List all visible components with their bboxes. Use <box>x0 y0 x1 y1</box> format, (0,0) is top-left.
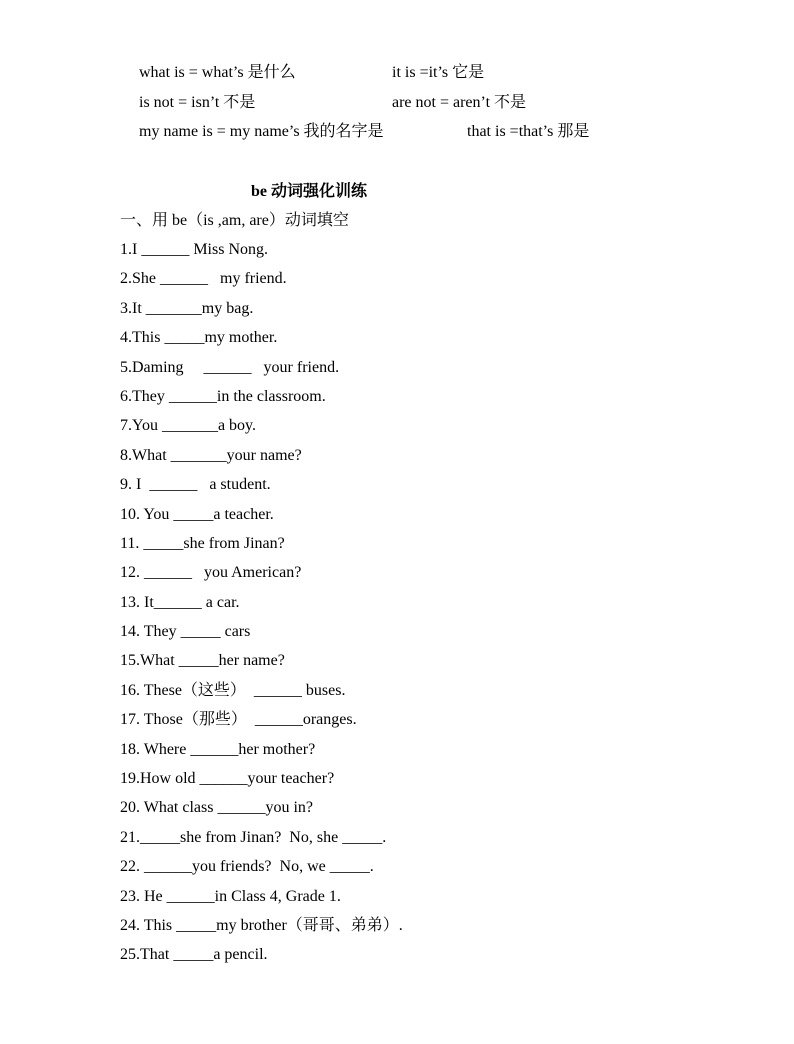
exercise-item: 17. Those（那些） ______oranges. <box>120 711 357 729</box>
exercise-item: 9. I ______ a student. <box>120 476 271 494</box>
exercise-item: 22. ______you friends? No, we _____. <box>120 858 374 876</box>
contraction-right-1: it is =it’s 它是 <box>392 64 485 81</box>
exercise-item: 10. You _____a teacher. <box>120 505 274 523</box>
exercise-item: 6.They ______in the classroom. <box>120 387 326 405</box>
section-instruction: 一、用 be（is ,am, are）动词填空 <box>120 212 349 229</box>
exercise-item: 12. ______ you American? <box>120 564 302 582</box>
worksheet-title: be 动词强化训练 <box>251 183 368 200</box>
contraction-left-3: my name is = my name’s 我的名字是 <box>139 123 384 140</box>
exercise-item: 11. _____she from Jinan? <box>120 534 285 552</box>
exercise-list <box>120 239 403 974</box>
exercise-item: 3.It _______my bag. <box>120 299 254 317</box>
exercise-item: 7.You _______a boy. <box>120 417 257 435</box>
contraction-right-3: that is =that’s 那是 <box>467 123 590 140</box>
exercise-item: 8.What _______your name? <box>120 446 302 464</box>
contraction-row-2 <box>139 92 527 114</box>
exercise-item: 16. These（这些） ______ buses. <box>120 681 346 699</box>
exercise-item: 1.I ______ Miss Nong. <box>120 241 269 258</box>
exercise-item: 14. They _____ cars <box>120 623 251 641</box>
exercise-item: 24. This _____my brother（哥哥、弟弟）. <box>120 916 403 934</box>
exercise-item: 13. It______ a car. <box>120 593 240 611</box>
exercise-item: 4.This _____my mother. <box>120 329 278 347</box>
contraction-right-2: are not = aren’t 不是 <box>392 94 527 111</box>
contraction-row-3 <box>139 121 590 143</box>
exercise-item: 15.What _____her name? <box>120 652 285 670</box>
exercise-item: 18. Where ______her mother? <box>120 740 316 758</box>
exercise-item: 20. What class ______you in? <box>120 799 314 817</box>
exercise-item: 2.She ______ my friend. <box>120 270 287 288</box>
exercise-item: 21._____she from Jinan? No, she _____. <box>120 828 387 846</box>
contraction-row-1 <box>139 62 485 84</box>
exercise-item: 25.That _____a pencil. <box>120 946 268 964</box>
contraction-left-1: what is = what’s 是什么 <box>139 64 296 81</box>
exercise-item: 5.Daming ______ your friend. <box>120 358 340 376</box>
exercise-item: 19.How old ______your teacher? <box>120 770 335 788</box>
exercise-item: 23. He ______in Class 4, Grade 1. <box>120 887 341 905</box>
contraction-left-2: is not = isn’t 不是 <box>139 94 256 111</box>
